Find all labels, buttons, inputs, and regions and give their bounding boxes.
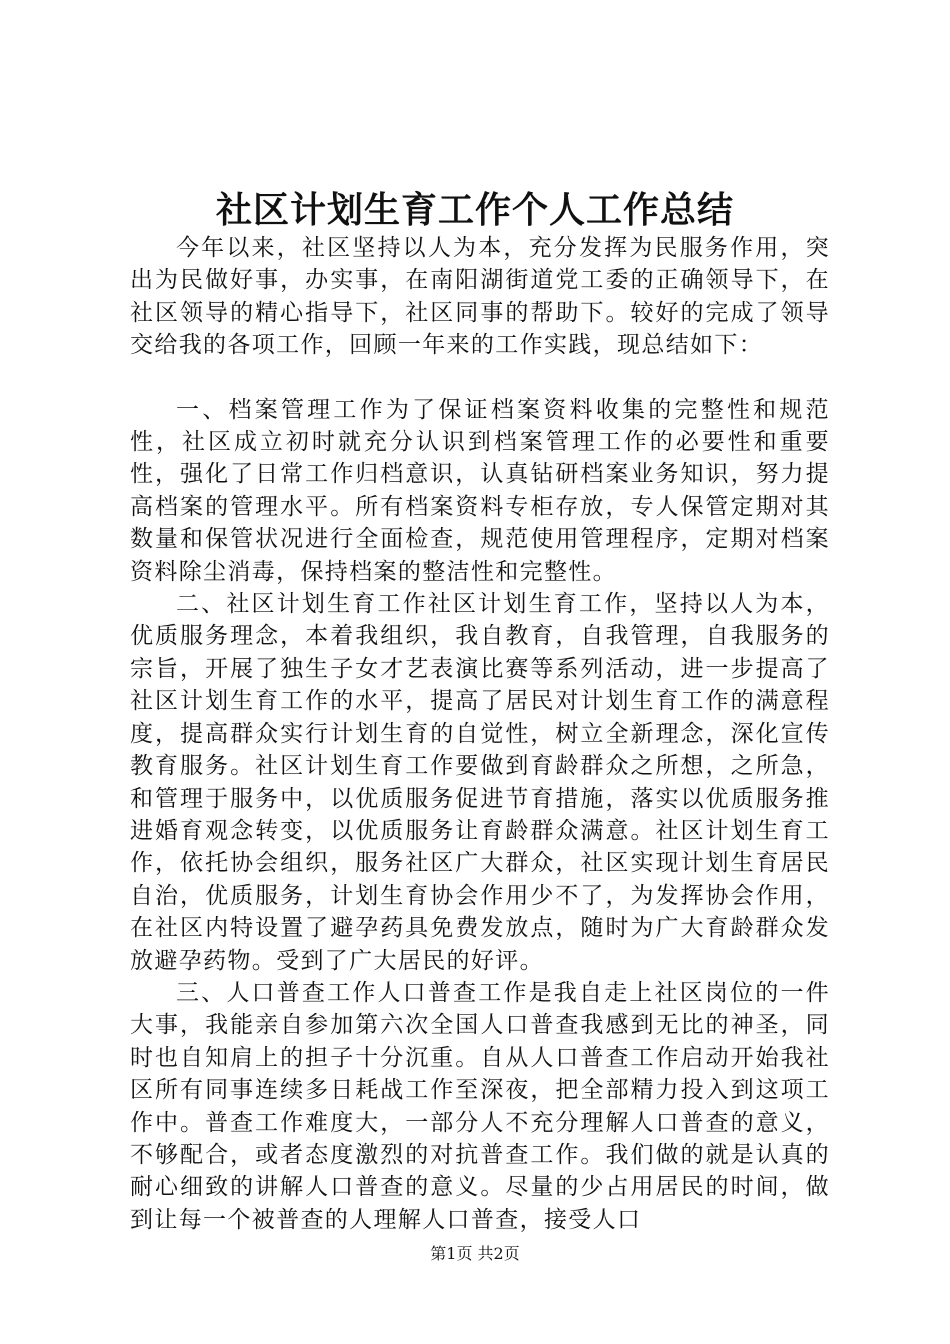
document-body [130,232,830,1236]
page-footer: 第1页 共2页 [430,1244,520,1263]
paragraph-census: 三、人口普查工作人口普查工作是我自走上社区岗位的一件大事，我能亲自参加第六次全国人口普查我感到无比的神圣，同时也自知肩上的担子十分沉重。自从人口普查工作启动开始我社区所有同事连续多日耗战工作至深夜，把全部精力投入到这项工作中。普查工作难度大，一部分人不充分理解人口普查的意义，不够配合，或者态度激烈的对抗普查工作。我们做的就是认真的耐心细致的讲解人口普查的意义。尽量的少占用居民的时间，做到让每一个被普查的人理解人口普查，接受人口 [130,979,830,1233]
paragraph-archive-management: 一、档案管理工作为了保证档案资料收集的完整性和规范性，社区成立初时就充分认识到档案管理工作的必要性和重要性，强化了日常工作归档意识，认真钻研档案业务知识，努力提高档案的管理水平。所有档案资料专柜存放，专人保管定期对其数量和保管状况进行全面检查，规范使用管理程序，定期对档案资料除尘消毒，保持档案的整洁性和完整性。 [130,396,830,585]
document-title: 社区计划生育工作个人工作总结 [215,189,734,231]
paragraph-family-planning: 二、社区计划生育工作社区计划生育工作，坚持以人为本，优质服务理念，本着我组织，我自教育，自我管理，自我服务的宗旨，开展了独生子女才艺表演比赛等系列活动，进一步提高了社区计划生育工作的水平，提高了居民对计划生育工作的满意程度，提高群众实行计划生育的自觉性，树立全新理念，深化宣传教育服务。社区计划生育工作要做到育龄群众之所想，之所急，和管理于服务中，以优质服务促进节育措施，落实以优质服务推进婚育观念转变，以优质服务让育龄群众满意。社区计划生育工作，依托协会组织，服务社区广大群众，社区实现计划生育居民自治，优质服务，计划生育协会作用少不了，为发挥协会作用，在社区内特设置了避孕药具免费发放点，随时为广大育龄群众发放避孕药物。受到了广大居民的好评。 [130,591,830,974]
paragraph-intro: 今年以来，社区坚持以人为本，充分发挥为民服务作用，突出为民做好事，办实事，在南阳湖街道党工委的正确领导下，在社区领导的精心指导下，社区同事的帮助下。较好的完成了领导交给我的各项工作，回顾一年来的工作实践，现总结如下： [130,235,830,359]
